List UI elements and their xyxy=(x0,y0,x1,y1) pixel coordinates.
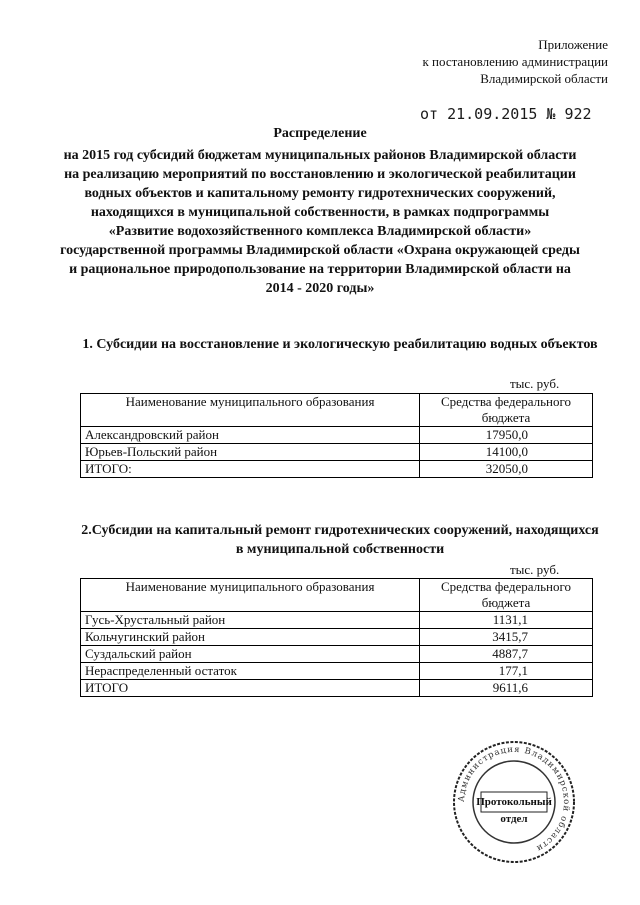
appendix-block xyxy=(348,36,608,87)
section-2-heading: 2.Субсидии на капитальный ремонт гидротехнических сооружений, находящихся в муниципальной собственности xyxy=(81,523,599,557)
seal-ring-text: Администрация Владимирской области xyxy=(456,744,572,854)
cell-value: 4887,7 xyxy=(420,646,593,663)
resolution-number: от 21.09.2015 № 922 xyxy=(420,105,592,123)
cell-name: Кольчугинский район xyxy=(81,629,420,646)
table-header-row xyxy=(81,579,593,612)
table-row xyxy=(81,646,593,663)
official-seal xyxy=(450,738,578,866)
cell-name: Юрьев-Польский район xyxy=(81,444,420,461)
cell-name: Нераспределенный остаток xyxy=(81,663,420,680)
section-1-table xyxy=(80,393,593,478)
table-row xyxy=(81,444,593,461)
appendix-line-1: Приложение xyxy=(538,37,608,52)
document-subtitle: на 2015 год субсидий бюджетам муниципальных районов Владимирской области на реализацию мероприятий по восстановлению и экологической реабилитации водных объектов и капитальному ремонту гидротехнических сооружений, находящихся в муниципальной собственности, в рамках подпрограммы «Развитие водохозяйственного комплекса Владимирской области» государственной программы Владимирской области «Охрана окружающей среды и рациональное природопользование на территории Владимирской области на 2014 - 2020 годы» xyxy=(60,148,580,296)
table-row xyxy=(81,427,593,444)
cell-value: 3415,7 xyxy=(420,629,593,646)
document-title: Распределение xyxy=(273,126,367,141)
section-2-table xyxy=(80,578,593,697)
cell-value: 177,1 xyxy=(420,663,593,680)
cell-name: Суздальский район xyxy=(81,646,420,663)
seal-text-line-1: Протокольный xyxy=(476,796,552,808)
column-header-name: Наименование муниципального образования xyxy=(81,579,420,612)
cell-value: 14100,0 xyxy=(420,444,593,461)
table-header-row xyxy=(81,394,593,427)
cell-value: 9611,6 xyxy=(420,680,593,697)
cell-name: Гусь-Хрустальный район xyxy=(81,612,420,629)
cell-name: Александровский район xyxy=(81,427,420,444)
column-header-funds: Средства федерального бюджета xyxy=(420,579,593,612)
appendix-line-3: Владимирской области xyxy=(480,71,608,86)
cell-value: 32050,0 xyxy=(420,461,593,478)
seal-text-line-2: отдел xyxy=(500,813,528,825)
table-row-total xyxy=(81,680,593,697)
cell-name: ИТОГО xyxy=(81,680,420,697)
section-2-unit: тыс. руб. xyxy=(510,562,560,577)
column-header-name: Наименование муниципального образования xyxy=(81,394,420,427)
table-row xyxy=(81,629,593,646)
column-header-funds: Средства федерального бюджета xyxy=(420,394,593,427)
section-1-unit: тыс. руб. xyxy=(510,376,560,391)
table-row-total xyxy=(81,461,593,478)
table-row xyxy=(81,663,593,680)
section-1-heading: 1. Субсидии на восстановление и экологическую реабилитацию водных объектов xyxy=(82,337,598,352)
cell-value: 1131,1 xyxy=(420,612,593,629)
cell-name: ИТОГО: xyxy=(81,461,420,478)
cell-value: 17950,0 xyxy=(420,427,593,444)
table-row xyxy=(81,612,593,629)
appendix-line-2: к постановлению администрации xyxy=(422,54,608,69)
